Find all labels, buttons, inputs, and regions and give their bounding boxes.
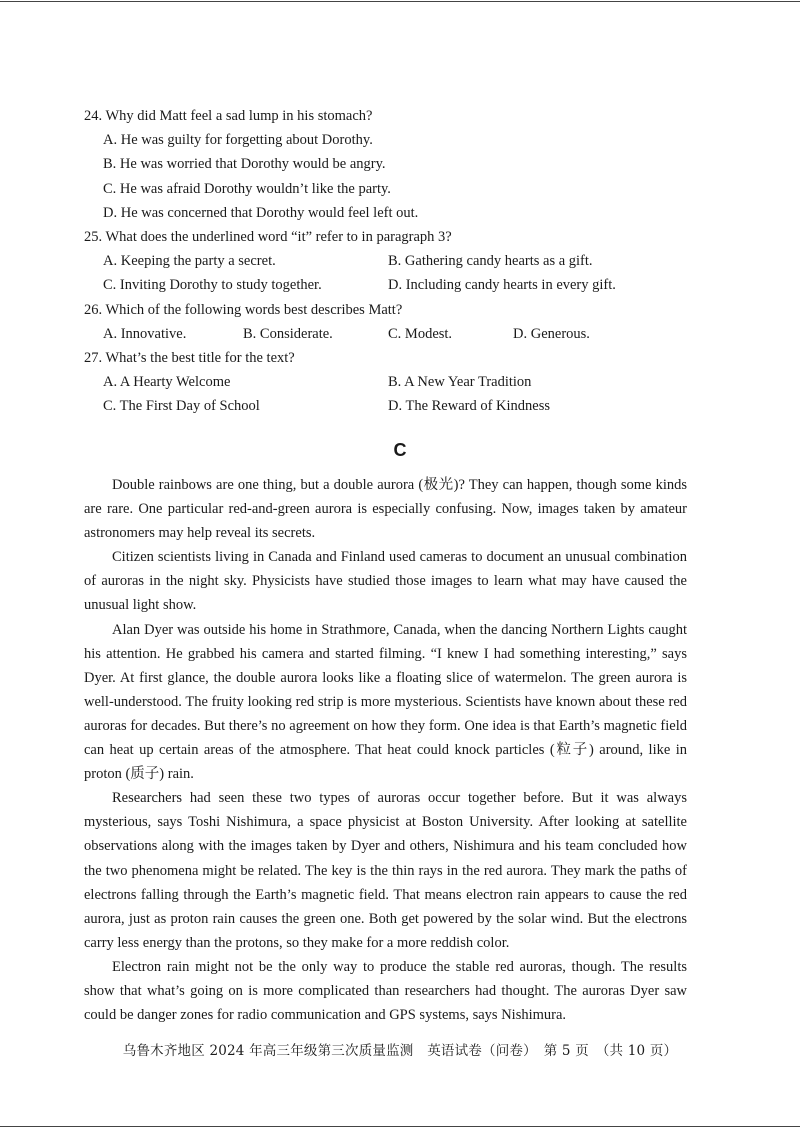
reading-passage: [84, 473, 687, 1027]
passage-paragraph-4: Researchers had seen these two types of auroras occur together before. But it was always mysterious, says Toshi Nishimura, a space physicist at Boston University. After looking at satellite observations along with the images taken by Dyer and others, Nishimura and his team concluded how the two phenomena might be related. The key is the thin rays in the red aurora. They mark the paths of electrons falling through the Earth’s magnetic field. That means electron rain appears to cause the red aurora, just as proton rain causes the green one. Both get powered by the solar wind. But the electrons carry less energy than the protons, so they make for a more reddish color.: [84, 790, 687, 951]
top-border-line: [0, 1, 800, 2]
question-27-option-a: A. A Hearty Welcome: [103, 374, 231, 391]
question-24-stem: 24. Why did Matt feel a sad lump in his stomach?: [84, 108, 373, 124]
passage-paragraph-1: Double rainbows are one thing, but a double aurora (极光)? They can happen, though some kinds are rare. One particular red-and-green aurora is especially confusing. Now, images taken by amateur astronomers may help reveal its secrets.: [84, 477, 687, 542]
question-25-options-row-2: [84, 273, 724, 297]
bottom-border-line: [0, 1126, 800, 1127]
question-27-stem: 27. What’s the best title for the text?: [84, 349, 295, 366]
passage-paragraph-3: Alan Dyer was outside his home in Strathmore, Canada, when the dancing Northern Lights caught his attention. He grabbed his camera and started filming. “I knew I had something interesting,” says Dyer. At first glance, the double aurora looks like a floating slice of watermelon. The green aurora is well-understood. The fruity looking red strip is more mysterious. Scientists have known about these red auroras for decades. But there’s no agreement on how they form. One idea is that Earth’s magnetic field can heat up certain areas of the atmosphere. That heat could knock particles (粒子) around, like in proton (质子) rain.: [84, 621, 687, 783]
question-25-option-b: B. Gathering candy hearts as a gift.: [388, 253, 593, 270]
question-25-stem: 25. What does the underlined word “it” refer to in paragraph 3?: [84, 228, 452, 245]
question-27-option-d: D. The Reward of Kindness: [388, 398, 551, 415]
question-block: [84, 104, 724, 418]
question-27-option-c: C. The First Day of School: [103, 398, 260, 415]
question-24-option-a: A. He was guilty for forgetting about Dorothy.: [103, 132, 373, 149]
question-26-option-c: C. Modest.: [388, 325, 453, 342]
question-25-option-d: D. Including candy hearts in every gift.: [388, 277, 616, 294]
question-24-option-b: B. He was worried that Dorothy would be angry.: [103, 156, 386, 173]
question-27-option-b: B. A New Year Tradition: [388, 374, 532, 391]
section-heading: C: [393, 440, 407, 460]
question-27-options-row-2: [84, 394, 724, 418]
question-25-option-c: C. Inviting Dorothy to study together.: [103, 277, 322, 294]
question-26-option-b: B. Considerate.: [243, 325, 333, 342]
page-footer: 乌鲁木齐地区 2024 年高三年级第三次质量监测 英语试卷（问卷） 第 5 页 （共 10 页）: [122, 1043, 678, 1059]
question-26-stem: 26. Which of the following words best describes Matt?: [84, 301, 403, 318]
question-25-option-a: A. Keeping the party a secret.: [103, 253, 276, 270]
question-24-option-d: D. He was concerned that Dorothy would feel left out.: [103, 204, 419, 221]
passage-paragraph-2: Citizen scientists living in Canada and Finland used cameras to document an unusual combination of auroras in the night sky. Physicists have studied those images to learn what may have caused the unusual light show.: [84, 549, 687, 614]
question-26-options-row: [84, 322, 724, 346]
question-26-option-d: D. Generous.: [513, 325, 590, 342]
question-27-options-row-1: [84, 370, 724, 394]
question-26-option-a: A. Innovative.: [103, 325, 187, 342]
passage-paragraph-5: Electron rain might not be the only way to produce the stable red auroras, though. The results show that what’s going on is more complicated than researchers had thought. The auroras Dyer saw could be danger zones for radio communication and GPS systems, says Nishimura.: [84, 958, 687, 1024]
question-25-options-row-1: [84, 249, 724, 273]
question-24-option-c: C. He was afraid Dorothy wouldn’t like the party.: [103, 180, 391, 197]
